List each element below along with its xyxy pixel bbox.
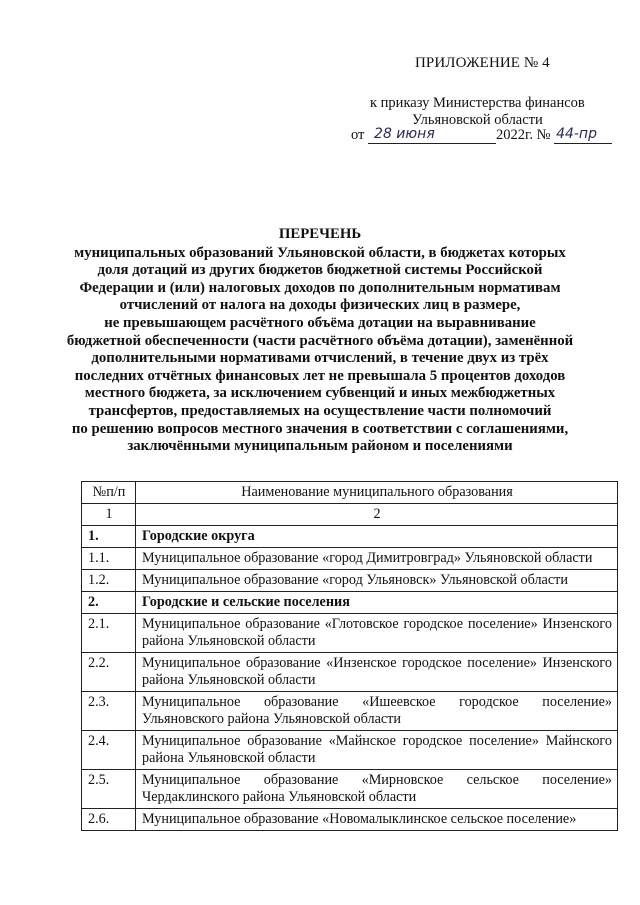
title-line: муниципальных образований Ульяновской области, в бюджетах которых bbox=[74, 244, 566, 261]
title-line: трансфертов, предоставляемых на осуществление части полномочий bbox=[88, 402, 552, 419]
column-header-number: №п/п bbox=[82, 482, 136, 504]
row-number: 1. bbox=[82, 526, 136, 548]
row-name: Муниципальное образование «Ишеевское городское поселение» Ульяновского района Ульяновской области bbox=[136, 692, 618, 731]
column-header-name: Наименование муниципального образования bbox=[136, 482, 618, 504]
table-row bbox=[82, 809, 618, 831]
row-name: Муниципальное образование «Майнское городское поселение» Майнского района Ульяновской области bbox=[136, 731, 618, 770]
title-heading: ПЕРЕЧЕНЬ bbox=[278, 226, 362, 242]
title-line: доля дотаций из других бюджетов бюджетной системы Российской bbox=[97, 262, 543, 279]
row-number: 1.1. bbox=[82, 548, 136, 570]
row-number: 2.2. bbox=[82, 653, 136, 692]
row-name: Муниципальное образование «Новомалыклинское сельское поселение» bbox=[136, 809, 618, 831]
column-index-2: 2 bbox=[136, 504, 618, 526]
title-line: местного бюджета, за исключением субвенций и иных межбюджетных bbox=[84, 385, 556, 402]
from-label: от bbox=[351, 127, 365, 143]
table-numbering-row bbox=[82, 504, 618, 526]
title-line: не превышающем расчётного объёма дотации на выравнивание bbox=[104, 314, 536, 331]
table-row bbox=[82, 731, 618, 770]
handwritten-date: 28 июня bbox=[374, 126, 435, 142]
order-line-2: Ульяновской области bbox=[412, 112, 543, 128]
title-line: по решению вопросов местного значения в соответствии с соглашениями, bbox=[71, 420, 569, 437]
row-name: Муниципальное образование «город Ульяновск» Ульяновской области bbox=[136, 570, 618, 592]
appendix-label: ПРИЛОЖЕНИЕ № 4 bbox=[415, 55, 550, 71]
column-index-1: 1 bbox=[82, 504, 136, 526]
table-row bbox=[82, 548, 618, 570]
title-line: последних отчётных финансовых лет не превышала 5 процентов доходов bbox=[74, 367, 566, 384]
row-name: Муниципальное образование «Мирновское сельское поселение» Чердаклинского района Ульяновской области bbox=[136, 770, 618, 809]
document-title bbox=[40, 226, 600, 456]
table-header-row bbox=[82, 482, 618, 504]
row-name: Городские и сельские поселения bbox=[136, 592, 618, 614]
row-name: Муниципальное образование «город Димитровград» Ульяновской области bbox=[136, 548, 618, 570]
table-section-row bbox=[82, 592, 618, 614]
title-line: дополнительными нормативами отчислений, в течение двух из трёх bbox=[91, 350, 549, 367]
order-reference bbox=[370, 95, 585, 129]
row-name: Муниципальное образование «Глотовское городское поселение» Инзенского района Ульяновской области bbox=[136, 614, 618, 653]
row-number: 2. bbox=[82, 592, 136, 614]
number-label: № bbox=[536, 127, 551, 143]
title-line: заключёнными муниципальным районом и поселениями bbox=[127, 438, 513, 455]
table-row bbox=[82, 614, 618, 653]
row-number: 2.4. bbox=[82, 731, 136, 770]
handwritten-number: 44-пр bbox=[556, 126, 597, 142]
row-number: 2.5. bbox=[82, 770, 136, 809]
table-row bbox=[82, 770, 618, 809]
row-name: Городские округа bbox=[136, 526, 618, 548]
order-date-line bbox=[351, 127, 612, 144]
date-fill bbox=[368, 127, 496, 144]
table-section-row bbox=[82, 526, 618, 548]
title-line: отчислений от налога на доходы физических лиц в размере, bbox=[119, 297, 521, 314]
title-line: Федерации и (или) налоговых доходов по дополнительным нормативам bbox=[79, 279, 561, 296]
table-row bbox=[82, 570, 618, 592]
row-number: 1.2. bbox=[82, 570, 136, 592]
table-row bbox=[82, 692, 618, 731]
number-fill bbox=[554, 127, 612, 144]
table-row bbox=[82, 653, 618, 692]
row-number: 2.1. bbox=[82, 614, 136, 653]
year-label: 2022г. bbox=[496, 127, 533, 143]
row-number: 2.3. bbox=[82, 692, 136, 731]
order-line-1: к приказу Министерства финансов bbox=[370, 95, 585, 111]
row-number: 2.6. bbox=[82, 809, 136, 831]
title-line: бюджетной обеспеченности (части расчётного объёма дотации), заменённой bbox=[66, 332, 574, 349]
row-name: Муниципальное образование «Инзенское городское поселение» Инзенского района Ульяновской области bbox=[136, 653, 618, 692]
municipalities-table bbox=[81, 481, 618, 831]
